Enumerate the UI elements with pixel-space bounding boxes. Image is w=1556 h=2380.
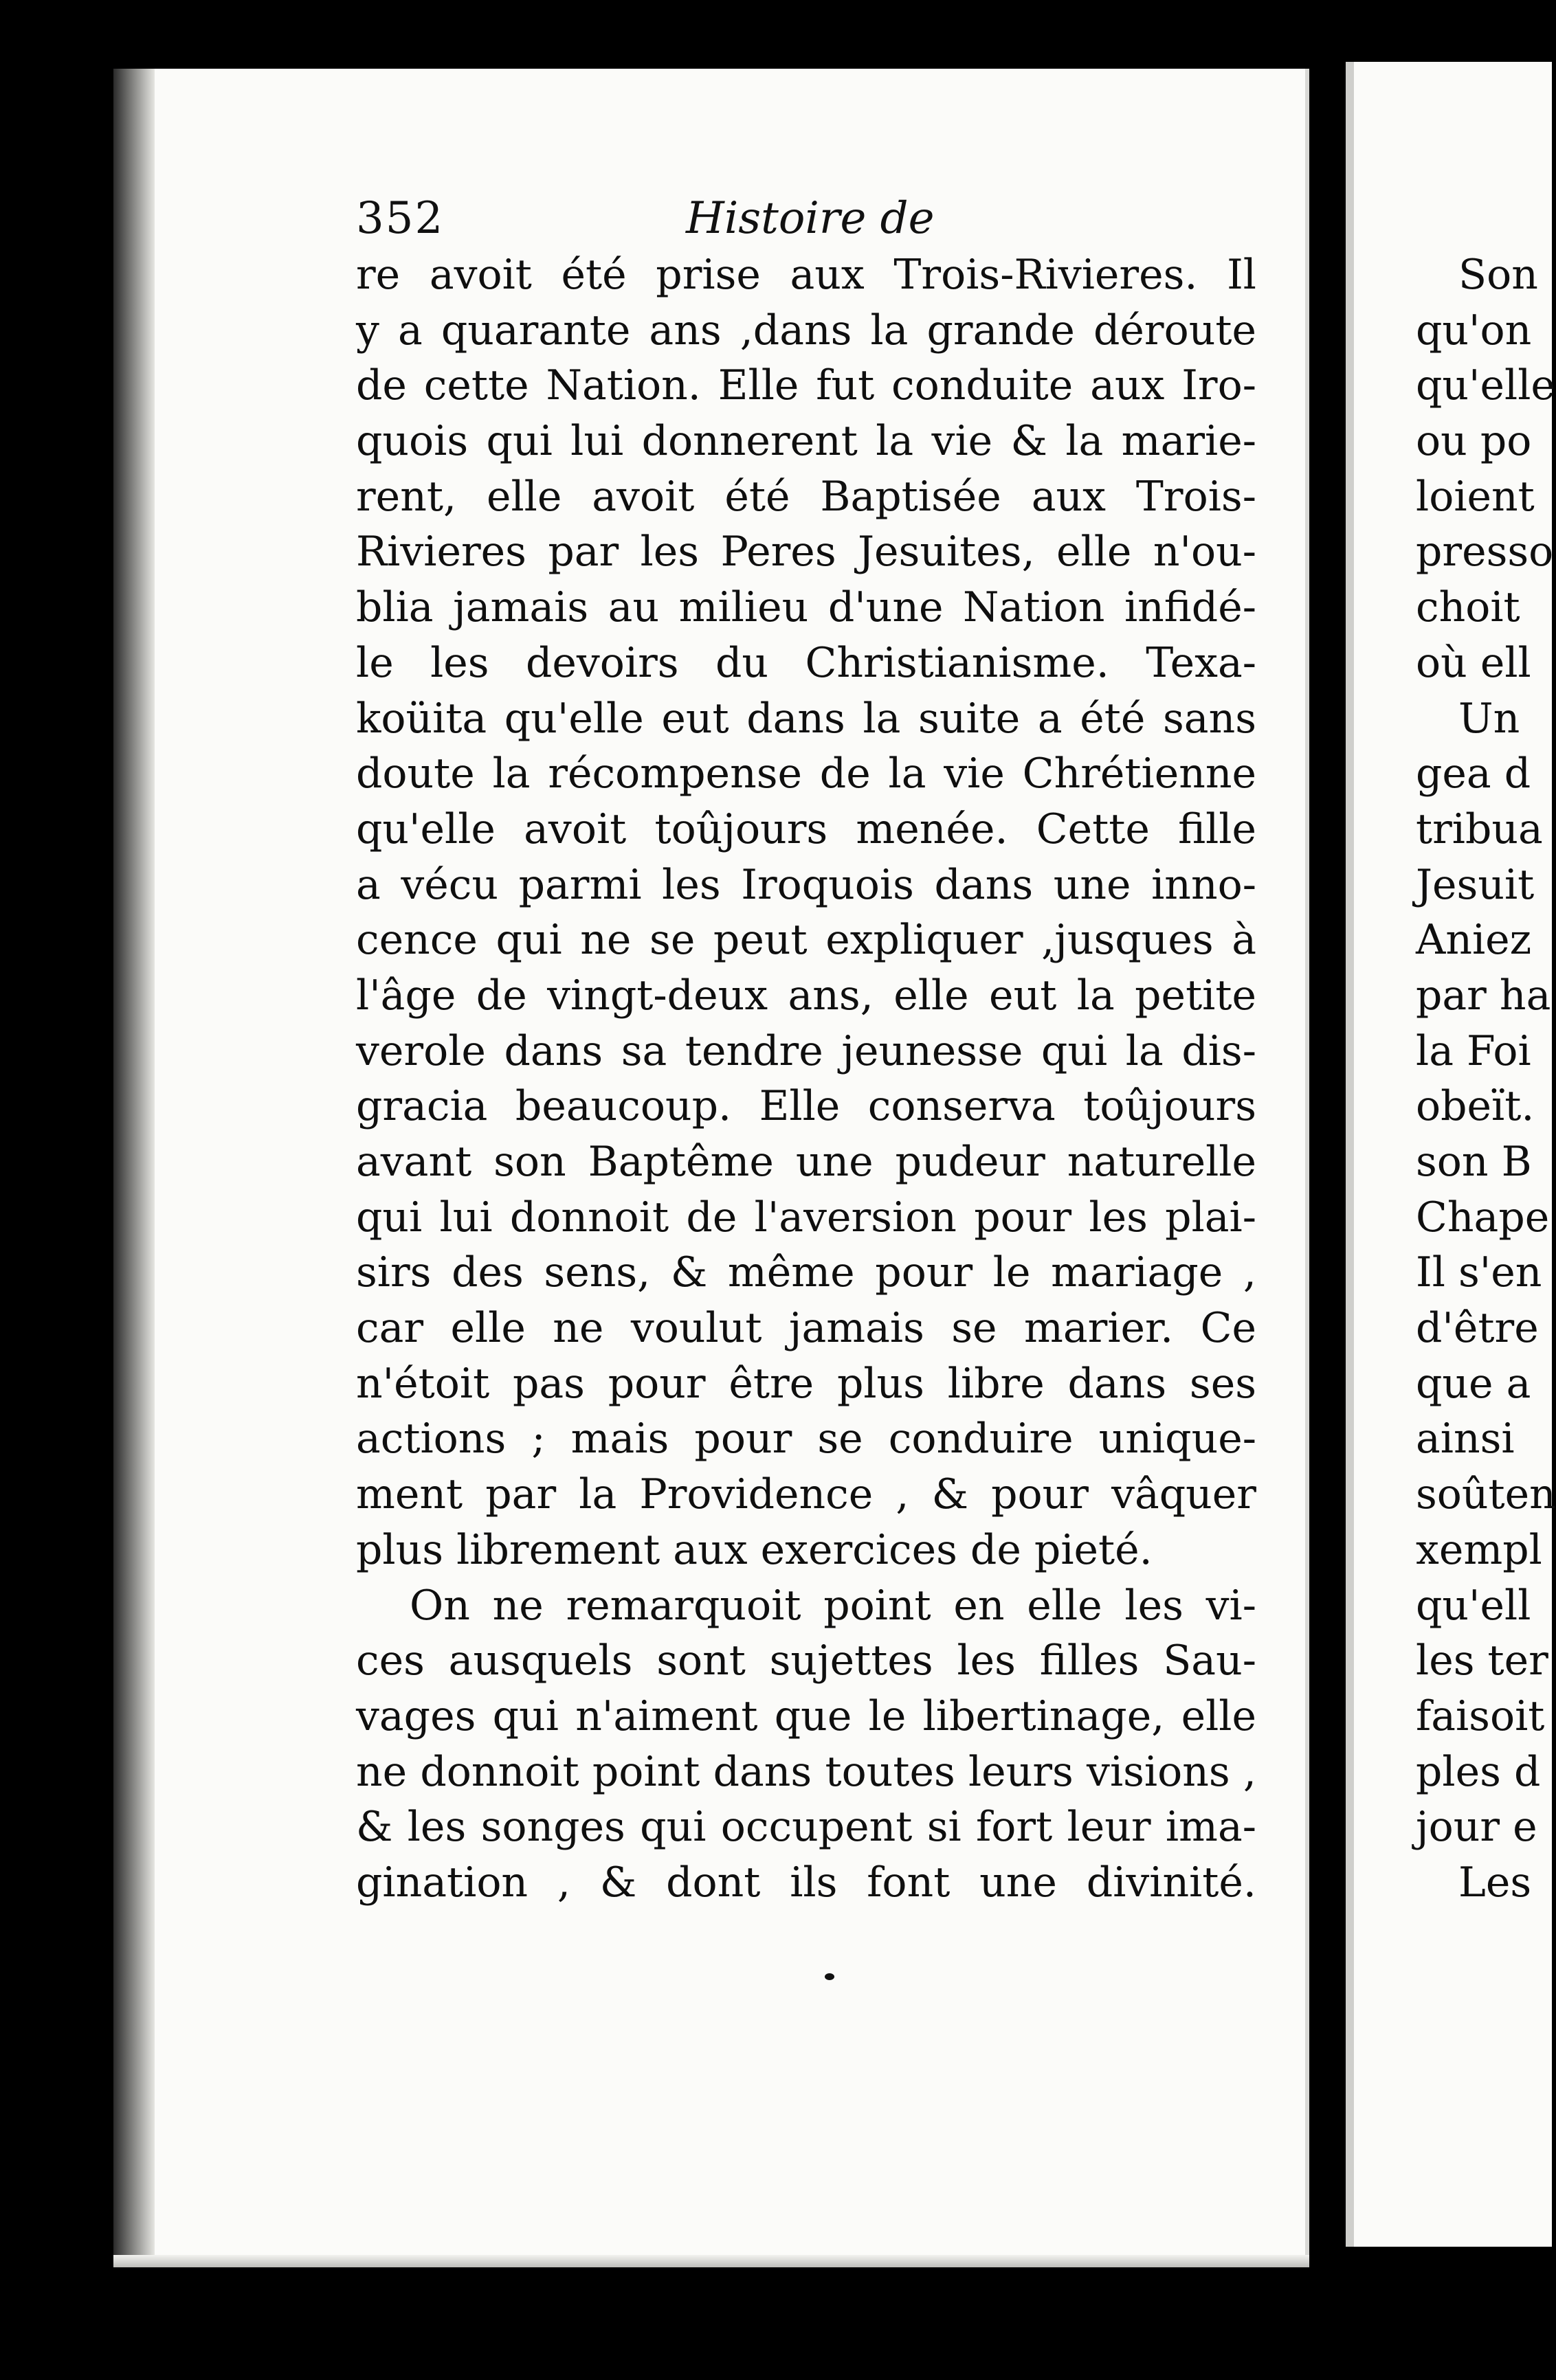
text-line: doute la récompense de la vie Chrétienne — [356, 750, 1256, 798]
text-line: sirs des sens, & même pour le mariage , — [356, 1248, 1256, 1297]
facing-text-line: xempl — [1416, 1525, 1542, 1574]
facing-text-line: tribua — [1416, 805, 1543, 853]
facing-text-line: Chape — [1416, 1193, 1550, 1242]
facing-text-line: ou po — [1416, 417, 1532, 466]
text-line: car elle ne voulut jamais se marier. Ce — [356, 1304, 1256, 1353]
facing-text-line: Jesuit — [1416, 860, 1535, 909]
facing-text-line: jour e — [1416, 1803, 1537, 1852]
text-line: plus librement aux exercices de pieté. — [356, 1525, 1153, 1574]
facing-text-line: qu'elle — [1416, 361, 1555, 410]
facing-text-line: Les — [1458, 1858, 1532, 1907]
facing-text-line: par ha — [1416, 971, 1551, 1020]
text-line: ment par la Providence , & pour vâquer — [356, 1470, 1256, 1519]
running-head — [356, 191, 1112, 246]
facing-text-line: Un — [1458, 694, 1520, 743]
facing-text-line: loient — [1416, 472, 1535, 521]
text-line: cence qui ne se peut expliquer ,jusques à — [356, 916, 1256, 965]
text-line: vages qui n'aiment que le libertinage, elle — [356, 1692, 1256, 1740]
text-line: avant son Baptême une pudeur naturelle — [356, 1138, 1256, 1186]
facing-text-line: son B — [1416, 1138, 1532, 1186]
text-line: Rivieres par les Peres Jesuites, elle n'ou- — [356, 528, 1256, 576]
facing-text-line: que a — [1416, 1359, 1531, 1408]
facing-text-line: les ter — [1416, 1637, 1548, 1685]
text-line: gracia beaucoup. Elle conserva toûjours — [356, 1082, 1256, 1131]
text-line: qu'elle avoit toûjours menée. Cette fille — [356, 805, 1256, 853]
text-line: ne donnoit point dans toutes leurs visions , — [356, 1747, 1256, 1796]
facing-text-line: qu'ell — [1416, 1581, 1531, 1630]
text-line: gination , & dont ils font une divinité. — [356, 1858, 1256, 1907]
facing-text-line: Il s'en — [1416, 1248, 1542, 1297]
facing-page-text — [1416, 247, 1556, 1911]
text-line: quois qui lui donnerent la vie & la marie- — [356, 417, 1256, 466]
facing-text-line: soûten — [1416, 1470, 1556, 1519]
text-line: a vécu parmi les Iroquois dans une inno- — [356, 860, 1256, 909]
facing-text-line: qu'on — [1416, 306, 1532, 355]
facing-text-line: obeït. — [1416, 1082, 1535, 1131]
text-line: de cette Nation. Elle fut conduite aux Iro- — [356, 361, 1256, 410]
running-title: Histoire de — [686, 193, 935, 244]
text-line: ces ausquels sont sujettes les filles Sau- — [356, 1637, 1256, 1685]
facing-text-line: faisoit — [1416, 1692, 1545, 1740]
facing-text-line: gea d — [1416, 750, 1531, 798]
text-line: blia jamais au milieu d'une Nation infidé- — [356, 583, 1256, 632]
text-line: koüita qu'elle eut dans la suite a été sans — [356, 694, 1256, 743]
body-text — [356, 247, 1256, 1911]
facing-text-line: presso — [1416, 528, 1554, 576]
facing-text-line: ainsi — [1416, 1415, 1515, 1463]
paragraph-start-line: On ne remarquoit point en elle les vi- — [410, 1581, 1256, 1630]
text-line: l'âge de vingt-deux ans, elle eut la petite — [356, 971, 1256, 1020]
page-gutter-shadow — [113, 69, 155, 2267]
page-number: 352 — [356, 193, 445, 244]
text-line: actions ; mais pour se conduire unique- — [356, 1415, 1256, 1463]
page-bottom-edge — [113, 2255, 1309, 2267]
facing-text-line: d'être — [1416, 1304, 1539, 1353]
facing-text-line: où ell — [1416, 638, 1531, 687]
text-line: re avoit été prise aux Trois-Rivieres. Il — [356, 251, 1256, 299]
text-line: y a quarante ans ,dans la grande déroute — [356, 306, 1256, 355]
facing-text-line: la Foi — [1416, 1026, 1531, 1075]
text-line: & les songes qui occupent si fort leur ima- — [356, 1803, 1256, 1852]
facing-text-line: Aniez — [1416, 916, 1532, 965]
text-line: n'étoit pas pour être plus libre dans ses — [356, 1359, 1256, 1408]
text-line: le les devoirs du Christianisme. Texa- — [356, 638, 1256, 687]
text-line: verole dans sa tendre jeunesse qui la dis- — [356, 1026, 1256, 1075]
text-line: rent, elle avoit été Baptisée aux Trois- — [356, 472, 1256, 521]
facing-text-line: ples d — [1416, 1747, 1541, 1796]
facing-text-line: Son — [1458, 251, 1538, 299]
facing-text-line: choit — [1416, 583, 1520, 632]
text-line: qui lui donnoit de l'aversion pour les plai- — [356, 1193, 1256, 1242]
ink-speck — [825, 1973, 834, 1980]
